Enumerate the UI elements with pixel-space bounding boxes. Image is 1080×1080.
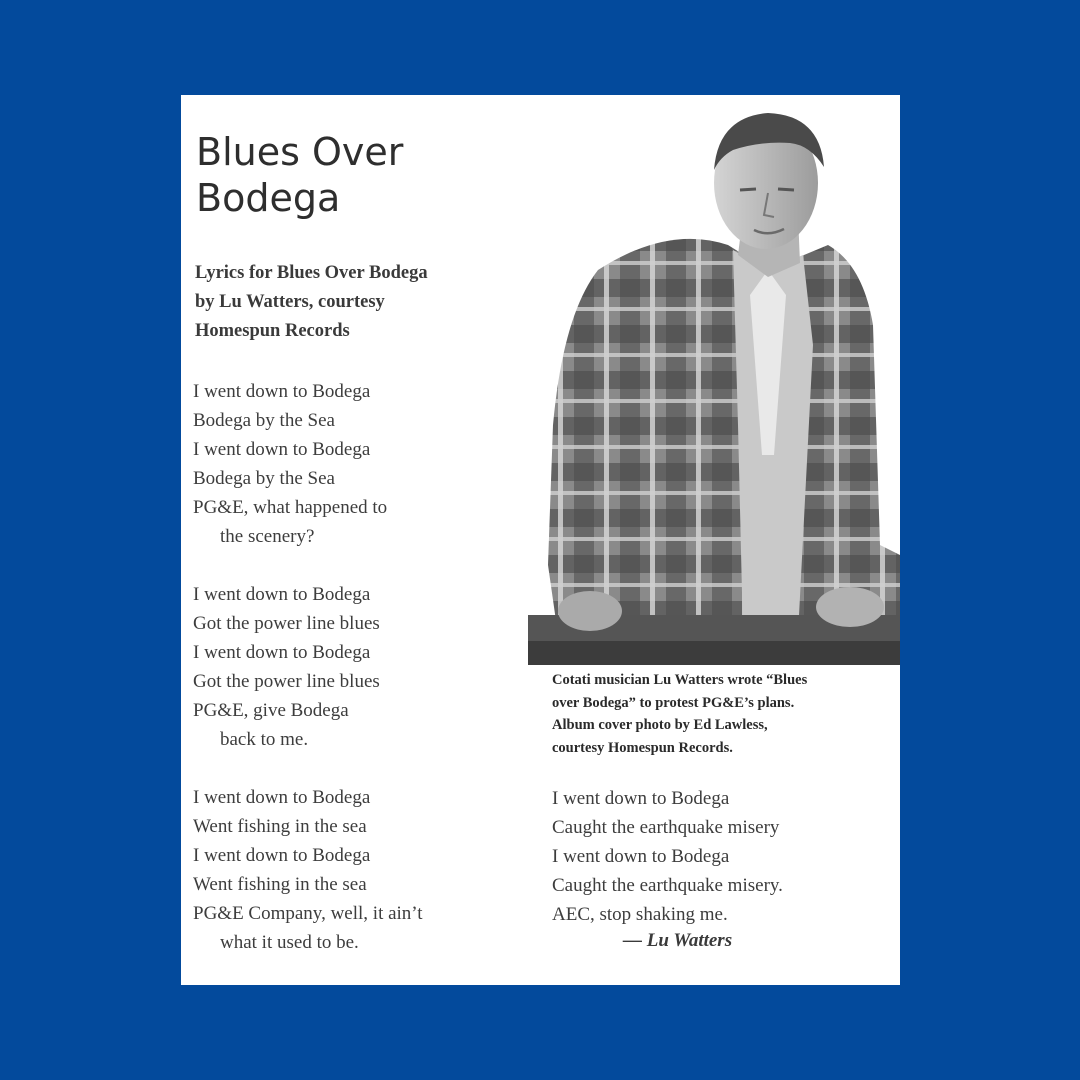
caption-line: Album cover photo by Ed Lawless, bbox=[552, 717, 768, 733]
title-line: Blues Over bbox=[196, 130, 404, 174]
lyric-line: I went down to Bodega bbox=[193, 845, 371, 866]
lyric-line: Got the power line blues bbox=[193, 613, 380, 634]
lyrics-stanza bbox=[193, 783, 423, 957]
lyric-line: I went down to Bodega bbox=[193, 439, 371, 460]
photo-caption bbox=[552, 669, 892, 759]
lyrics-credit bbox=[195, 259, 535, 346]
lyric-line: PG&E Company, well, it ain’t bbox=[193, 903, 423, 924]
lu-watters-photo bbox=[528, 95, 900, 665]
title-line: Bodega bbox=[196, 176, 341, 220]
lyric-line: I went down to Bodega bbox=[193, 787, 371, 808]
lyric-line: I went down to Bodega bbox=[552, 846, 730, 867]
article-page bbox=[181, 95, 900, 985]
lyric-line: Bodega by the Sea bbox=[193, 468, 335, 489]
lyric-line: I went down to Bodega bbox=[193, 584, 371, 605]
lyric-line: Went fishing in the sea bbox=[193, 874, 367, 895]
lyric-line: the scenery? bbox=[220, 526, 315, 547]
lyric-line: I went down to Bodega bbox=[193, 381, 371, 402]
credit-line: Homespun Records bbox=[195, 321, 350, 341]
lyrics-stanza bbox=[193, 580, 380, 754]
lyric-line: I went down to Bodega bbox=[552, 788, 730, 809]
credit-line: Lyrics for Blues Over Bodega bbox=[195, 263, 428, 283]
lyric-line: Bodega by the Sea bbox=[193, 410, 335, 431]
lyric-line: Went fishing in the sea bbox=[193, 816, 367, 837]
portrait-illustration bbox=[528, 95, 900, 665]
lyric-line: AEC, stop shaking me. bbox=[552, 904, 728, 925]
author-signature: — Lu Watters bbox=[623, 930, 733, 951]
lyric-line: I went down to Bodega bbox=[193, 642, 371, 663]
credit-line: by Lu Watters, courtesy bbox=[195, 292, 385, 312]
lyric-line: back to me. bbox=[220, 729, 309, 750]
caption-line: courtesy Homespun Records. bbox=[552, 739, 733, 756]
lyric-line: PG&E, what happened to bbox=[193, 497, 388, 518]
caption-line: Cotati musician Lu Watters wrote “Blues bbox=[552, 672, 808, 688]
lyric-line: what it used to be. bbox=[220, 932, 359, 953]
caption-line: over Bodega” to protest PG&E’s plans. bbox=[552, 694, 795, 711]
lyric-line: Caught the earthquake misery. bbox=[552, 875, 783, 896]
lyrics-stanza bbox=[552, 784, 783, 929]
lyric-line: PG&E, give Bodega bbox=[193, 700, 349, 721]
lyric-line: Got the power line blues bbox=[193, 671, 380, 692]
lyric-line: Caught the earthquake misery bbox=[552, 817, 780, 838]
article-title bbox=[196, 129, 496, 221]
lyrics-stanza bbox=[193, 377, 387, 551]
